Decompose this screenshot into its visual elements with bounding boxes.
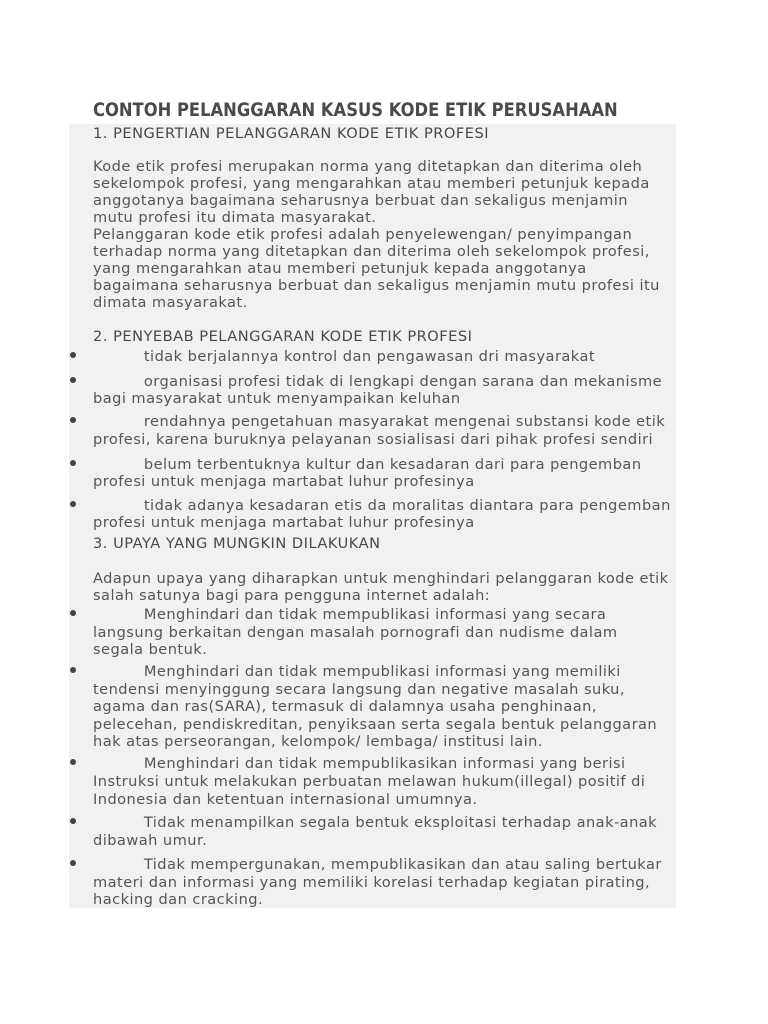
section-3-intro-line: Adapun upaya yang diharapkan untuk menghindari pelanggaran kode etik <box>93 570 669 587</box>
list-item-line: hacking dan cracking. <box>93 891 264 908</box>
list-item-line: Menghindari dan tidak mempublikasi informasi yang memiliki <box>93 663 621 680</box>
list-item-line: segala bentuk. <box>93 641 208 658</box>
list-item-line: profesi, karena buruknya pelayanan sosialisasi dari pihak profesi sendiri <box>93 431 654 448</box>
list-item-line: Indonesia dan ketentuan internasional umumnya. <box>93 791 478 808</box>
list-item-line: Instruksi untuk melakukan perbuatan melawan hukum(illegal) positif di <box>93 773 646 790</box>
section-1-line: Kode etik profesi merupakan norma yang ditetapkan dan diterima oleh <box>93 158 643 175</box>
section-1-line: sekelompok profesi, yang mengarahkan atau memberi petunjuk kepada <box>93 175 650 192</box>
section-1-line: dimata masyarakat. <box>93 294 248 311</box>
list-item-line: Tidak mempergunakan, mempublikasikan dan atau saling bertukar <box>93 856 662 873</box>
bullet-icon <box>70 352 76 358</box>
section-1-line: Pelanggaran kode etik profesi adalah penyelewengan/ penyimpangan <box>93 226 633 243</box>
bullet-icon <box>70 501 76 507</box>
list-item-line: Menghindari dan tidak mempublikasikan informasi yang berisi <box>93 755 626 772</box>
section-1-line: bagaimana seharusnya berbuat dan sekaligus menjamin mutu profesi itu <box>93 277 660 294</box>
bullet-icon <box>70 460 76 466</box>
list-item-line: bagi masyarakat untuk menyampaikan keluhan <box>93 390 461 407</box>
list-item-line: dibawah umur. <box>93 832 208 849</box>
bullet-icon <box>70 759 76 765</box>
list-item-line: pelecehan, pendiskreditan, penyiksaan serta segala bentuk pelanggaran <box>93 716 658 733</box>
list-item-line: rendahnya pengetahuan masyarakat mengenai substansi kode etik <box>93 413 666 430</box>
list-item-line: agama dan ras(SARA), termasuk di dalamnya usaha penghinaan, <box>93 698 597 715</box>
list-item-line: tendensi menyinggung secara langsung dan negative masalah suku, <box>93 681 625 698</box>
bullet-icon <box>70 417 76 423</box>
document-title: CONTOH PELANGGARAN KASUS KODE ETIK PERUSAHAAN <box>93 99 618 121</box>
list-item-line: hak atas perseorangan, kelompok/ lembaga/ institusi lain. <box>93 733 543 750</box>
list-item-line: profesi untuk menjaga martabat luhur profesinya <box>93 514 475 531</box>
section-1-heading: 1. PENGERTIAN PELANGGARAN KODE ETIK PROFESI <box>93 125 490 142</box>
bullet-icon <box>70 860 76 866</box>
section-3-intro-line: salah satunya bagi para pengguna internet adalah: <box>93 587 491 604</box>
section-1-line: yang mengarahkan atau memberi petunjuk kepada anggotanya <box>93 260 587 277</box>
bullet-icon <box>70 610 76 616</box>
list-item-line: tidak berjalannya kontrol dan pengawasan dri masyarakat <box>93 348 596 365</box>
list-item-line: materi dan informasi yang memiliki korelasi terhadap kegiatan pirating, <box>93 874 651 891</box>
section-1-line: mutu profesi itu dimata masyarakat. <box>93 209 377 226</box>
list-item-line: belum terbentuknya kultur dan kesadaran dari para pengemban <box>93 456 642 473</box>
bullet-icon <box>70 667 76 673</box>
list-item-line: organisasi profesi tidak di lengkapi dengan sarana dan mekanisme <box>93 373 663 390</box>
list-item-line: tidak adanya kesadaran etis da moralitas diantara para pengemban <box>93 497 671 514</box>
list-item-line: Menghindari dan tidak mempublikasi informasi yang secara <box>93 606 607 623</box>
list-item-line: langsung berkaitan dengan masalah pornografi dan nudisme dalam <box>93 624 618 641</box>
bullet-icon <box>70 377 76 383</box>
section-2-heading: 2. PENYEBAB PELANGGARAN KODE ETIK PROFESI <box>93 328 473 345</box>
section-1-line: terhadap norma yang ditetapkan dan diterima oleh sekelompok profesi, <box>93 243 650 260</box>
list-item-line: Tidak menampilkan segala bentuk eksploitasi terhadap anak-anak <box>93 814 658 831</box>
list-item-line: profesi untuk menjaga martabat luhur profesinya <box>93 473 475 490</box>
section-1-line: anggotanya bagaimana seharusnya berbuat dan sekaligus menjamin <box>93 192 628 209</box>
bullet-icon <box>70 818 76 824</box>
section-3-heading: 3. UPAYA YANG MUNGKIN DILAKUKAN <box>93 535 381 552</box>
